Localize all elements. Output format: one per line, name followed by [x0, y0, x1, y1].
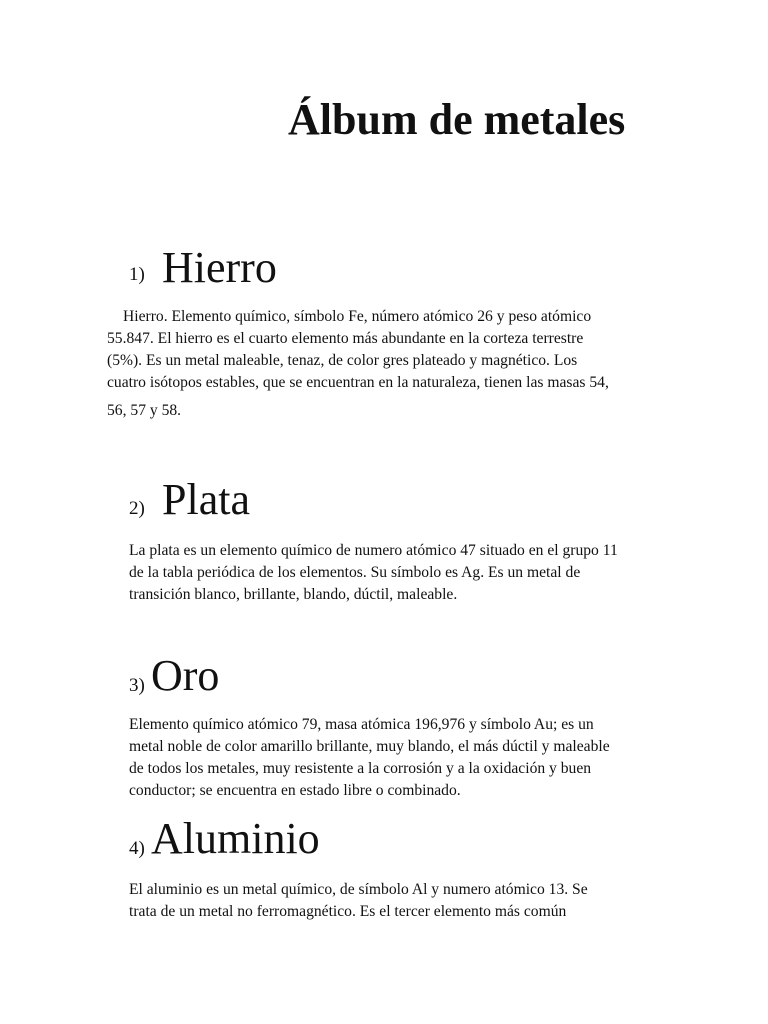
section-heading-hierro: Hierro: [162, 243, 277, 292]
paragraph-line: metal noble de color amarillo brillante, muy blando, el más dúctil y maleable: [129, 738, 610, 755]
paragraph-line: 56, 57 y 58.: [107, 402, 182, 419]
paragraph-line: transición blanco, brillante, blando, dúctil, maleable.: [129, 586, 458, 603]
paragraph-line: El aluminio es un metal químico, de símbolo Al y numero atómico 13. Se: [129, 881, 588, 898]
section-heading-plata: Plata: [162, 475, 250, 524]
section-paragraph-hierro: [107, 306, 609, 422]
document-title: Álbum de metales: [288, 95, 626, 144]
paragraph-line: cuatro isótopos estables, que se encuentran en la naturaleza, tienen las masas 54,: [107, 374, 609, 391]
paragraph-line: de todos los metales, muy resistente a la corrosión y a la oxidación y buen: [129, 760, 592, 777]
section-heading-oro: Oro: [151, 651, 220, 700]
section-paragraph-aluminio: [129, 879, 588, 923]
section-heading-aluminio: Aluminio: [151, 814, 320, 863]
section-number: 1): [129, 264, 145, 285]
paragraph-line: Elemento químico atómico 79, masa atómica 196,976 y símbolo Au; es un: [129, 716, 594, 733]
section-number: 2): [129, 498, 145, 519]
paragraph-line: Hierro. Elemento químico, símbolo Fe, número atómico 26 y peso atómico: [123, 308, 592, 325]
section-paragraph-oro: [129, 714, 610, 802]
section-number: 4): [129, 838, 145, 859]
section-number: 3): [129, 675, 145, 696]
paragraph-line: (5%). Es un metal maleable, tenaz, de color gres plateado y magnético. Los: [107, 352, 578, 369]
paragraph-line: conductor; se encuentra en estado libre o combinado.: [129, 782, 461, 799]
paragraph-line: 55.847. El hierro es el cuarto elemento más abundante en la corteza terrestre: [107, 330, 584, 347]
paragraph-line: La plata es un elemento químico de numero atómico 47 situado en el grupo 11: [129, 542, 618, 559]
paragraph-line: trata de un metal no ferromagnético. Es el tercer elemento más común: [129, 903, 567, 920]
section-paragraph-plata: [129, 540, 618, 606]
paragraph-line: de la tabla periódica de los elementos. Su símbolo es Ag. Es un metal de: [129, 564, 581, 581]
